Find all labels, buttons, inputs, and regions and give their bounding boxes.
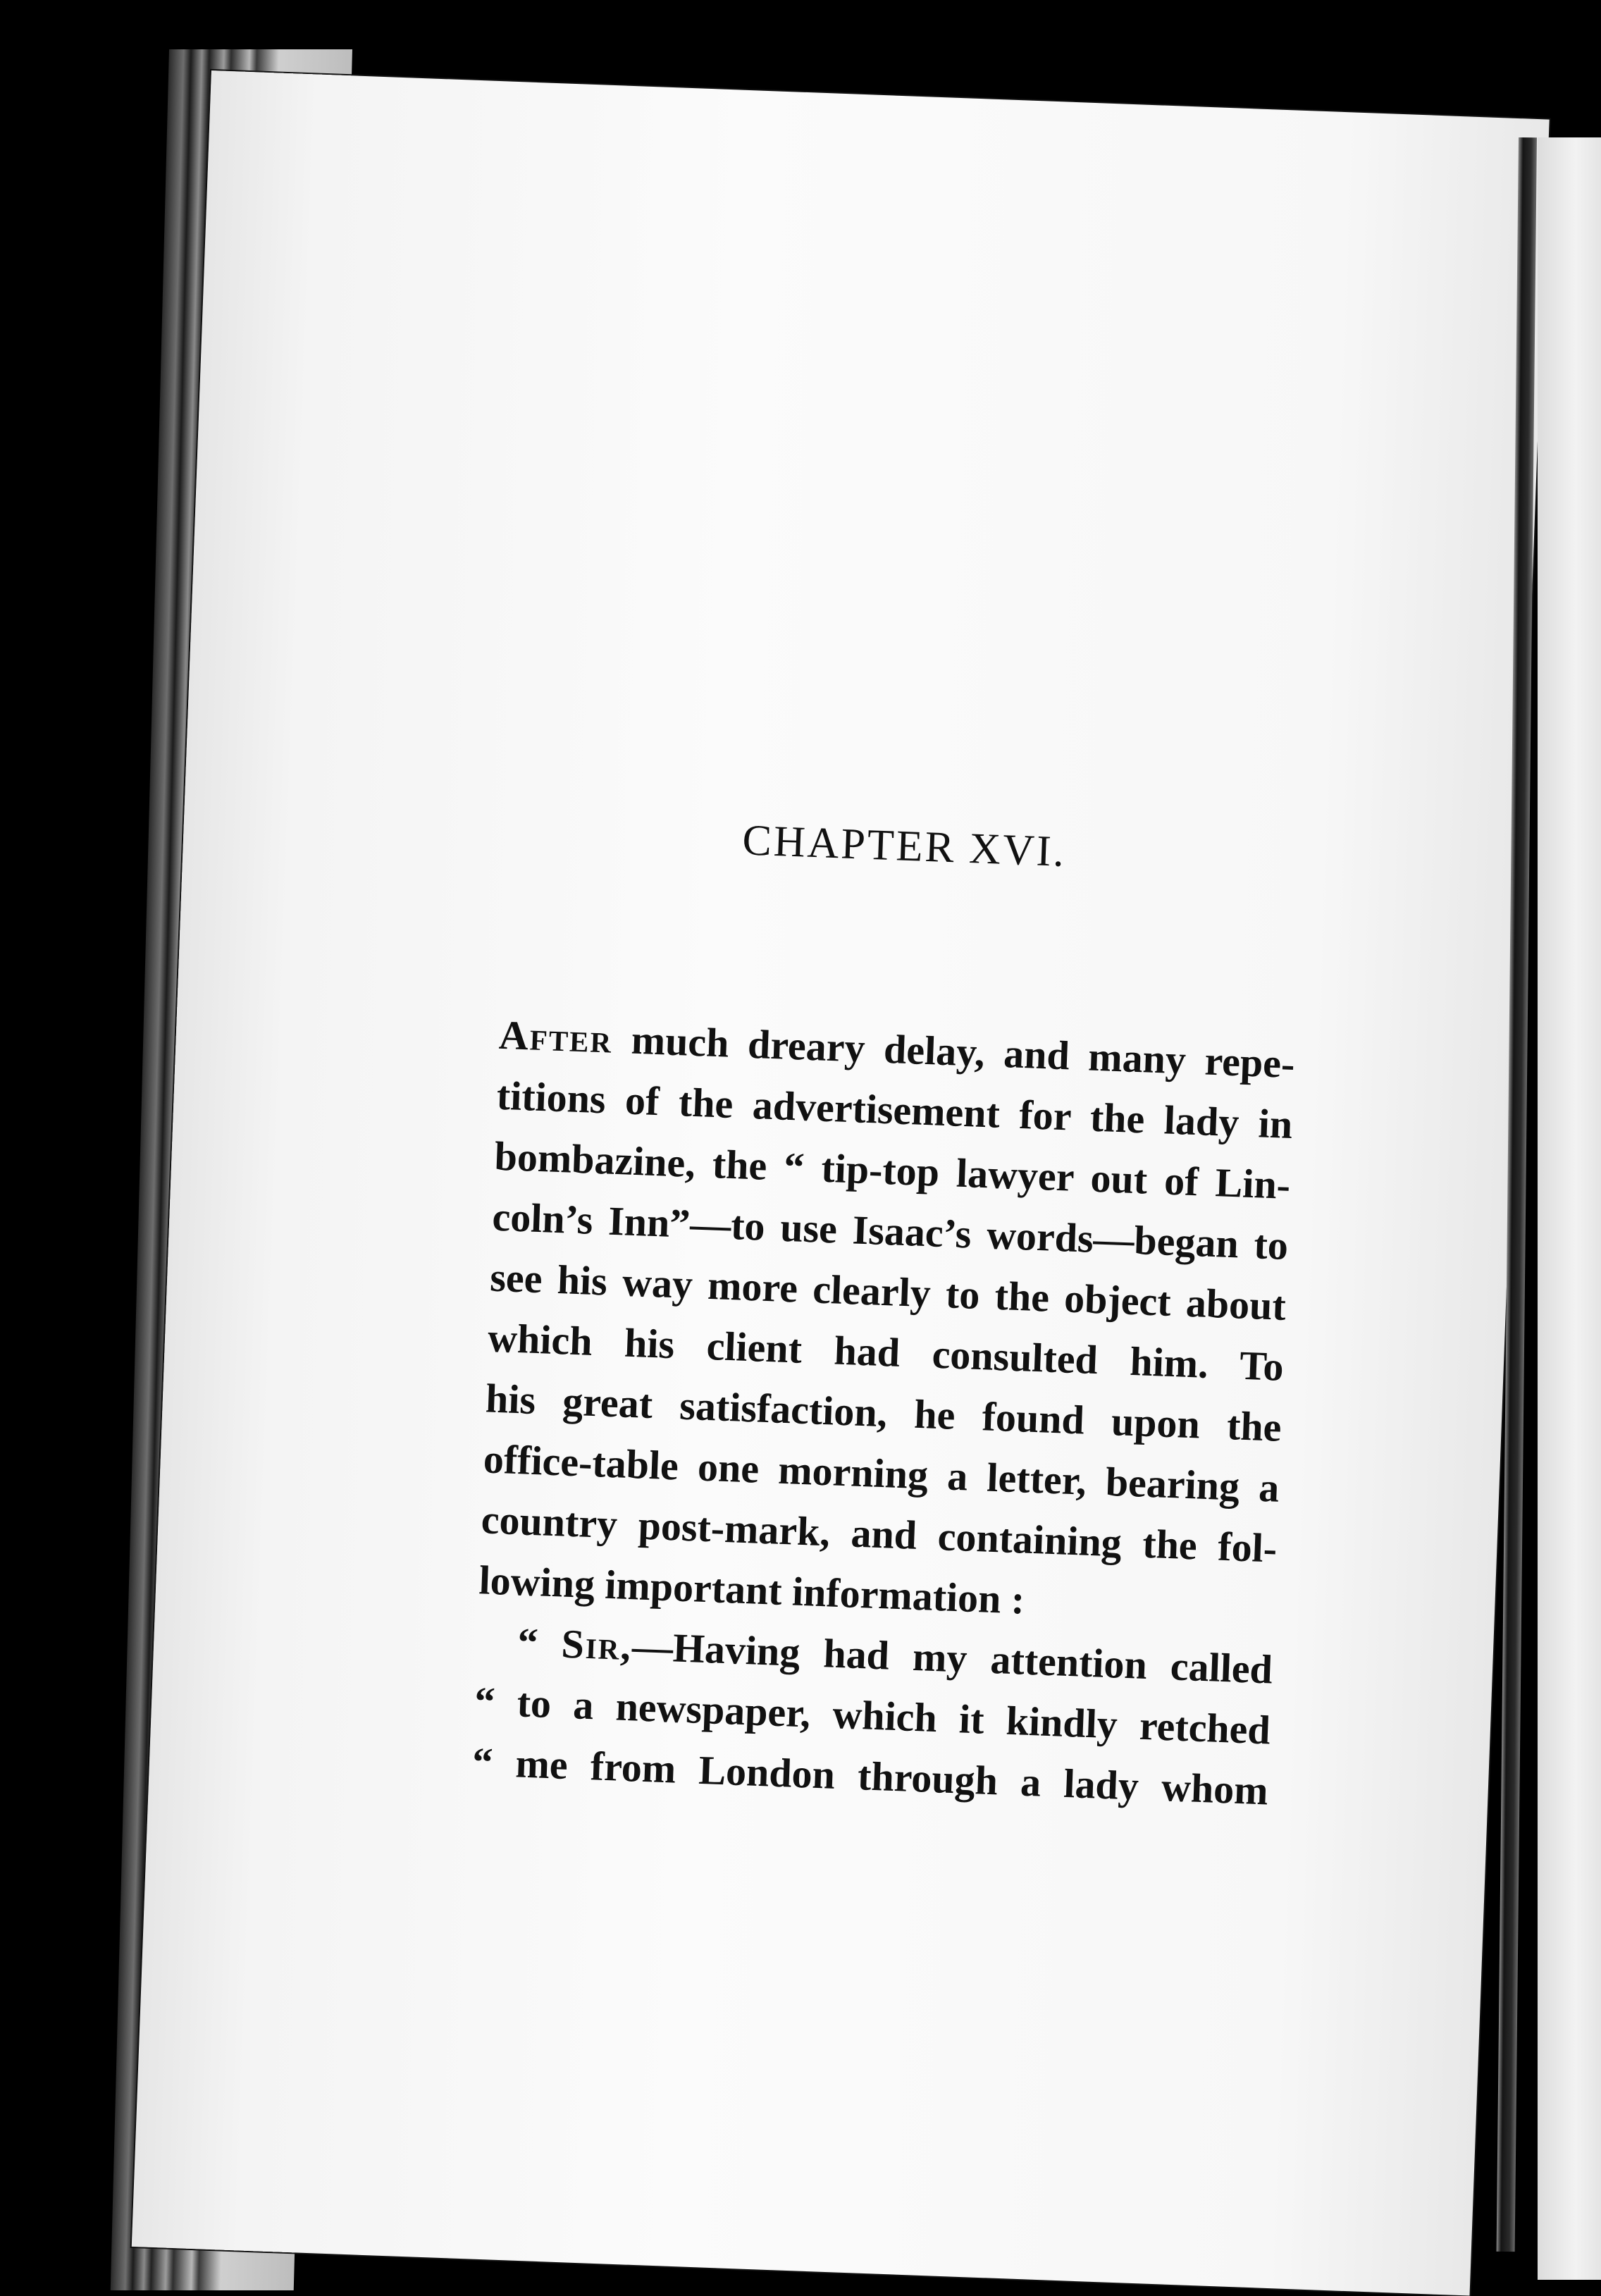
text-line: his great satisfaction, he found upon the [485, 1375, 1282, 1450]
lead-word: After [497, 1011, 614, 1062]
facing-page-edge [1538, 137, 1601, 2280]
letter-line: “ to a newspaper, which it kindly retched [474, 1678, 1271, 1753]
text-line-rest: much dreary delay, and many repe- [612, 1016, 1296, 1087]
letter-salutation: Sir, [560, 1620, 633, 1669]
text-line: office-table one morning a letter, bearing a [482, 1436, 1280, 1511]
page-content [471, 807, 1304, 1821]
text-line: titions of the advertisement for the lady in [495, 1072, 1294, 1148]
letter-line: “ me from London through a lady whom [471, 1739, 1269, 1814]
text-line: see his way more clearly to the object about [489, 1254, 1287, 1329]
letter-open-quote: “ [517, 1619, 562, 1667]
chapter-body [471, 1005, 1296, 1822]
chapter-heading: CHAPTER XVI. [741, 816, 1068, 877]
text-line: bombazine, the “ tip-top lawyer out of Lin- [493, 1132, 1292, 1209]
text-line: lowing important information : [478, 1557, 1026, 1623]
letter-line-rest: —Having had my attention called [631, 1623, 1274, 1693]
text-line: country post-mark, and containing the fol- [480, 1496, 1278, 1572]
text-line: which his client had consulted him. To [487, 1314, 1285, 1390]
text-line: coln’s Inn”—to use Isaac’s words—began to [491, 1193, 1290, 1269]
